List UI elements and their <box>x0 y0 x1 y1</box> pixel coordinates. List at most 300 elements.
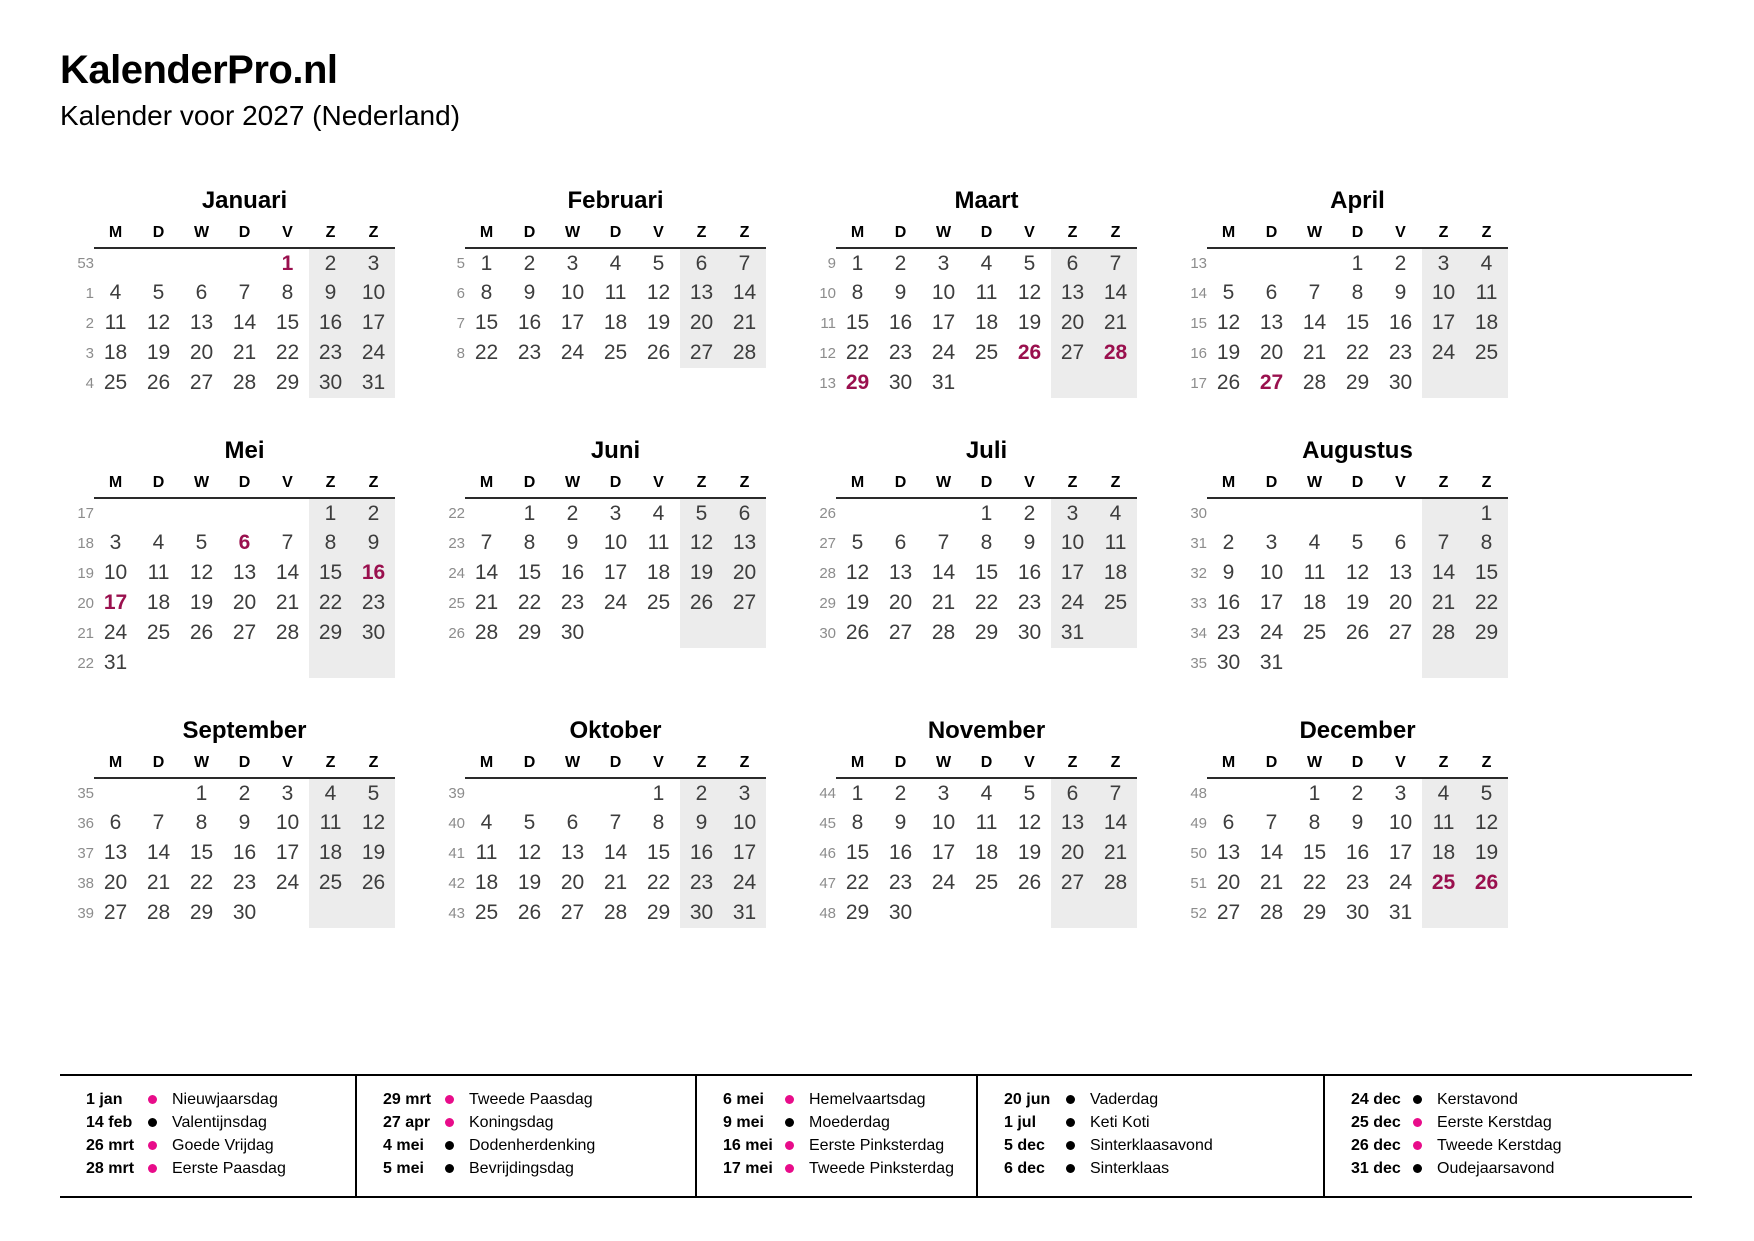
day-cell: 26 <box>146 371 171 394</box>
day-cell: 10 <box>560 281 585 304</box>
day-cell: 5 <box>352 778 395 808</box>
day-cell: 29 <box>309 618 352 648</box>
week-row <box>60 278 395 308</box>
week-number: 19 <box>77 564 94 582</box>
day-cell: 27 <box>888 621 913 644</box>
legend-item <box>1004 1088 1323 1111</box>
weekday-header: Z <box>309 220 352 248</box>
week-number: 13 <box>1190 254 1207 272</box>
day-cell: 15 <box>309 558 352 588</box>
day-cell <box>180 248 223 278</box>
weekday-header: M <box>465 220 508 248</box>
weekday-header-row <box>802 470 1137 498</box>
day-cell: 28 <box>232 371 257 394</box>
day-cell: 28 <box>275 621 300 644</box>
day-cell: 30 <box>1017 621 1042 644</box>
day-cell: 21 <box>146 871 171 894</box>
week-number-header <box>802 470 836 498</box>
day-cell <box>680 618 723 648</box>
day-cell: 22 <box>309 588 352 618</box>
weekday-header: Z <box>1051 750 1094 778</box>
day-cell: 11 <box>1094 528 1137 558</box>
legend-date: 26 dec <box>1351 1136 1401 1154</box>
day-cell: 1 <box>309 498 352 528</box>
day-cell: 24 <box>931 871 956 894</box>
day-cell: 27 <box>103 901 128 924</box>
day-cell: 9 <box>352 528 395 558</box>
day-cell: 17 <box>352 308 395 338</box>
day-cell: 6 <box>1222 811 1235 834</box>
week-number: 24 <box>448 564 465 582</box>
month-oktober <box>431 716 766 928</box>
legend-date: 16 mei <box>723 1136 773 1154</box>
month-december <box>1173 716 1508 928</box>
day-cell: 12 <box>680 528 723 558</box>
week-number-header <box>1173 470 1207 498</box>
weekday-header: W <box>922 470 965 498</box>
week-number: 49 <box>1190 814 1207 832</box>
week-row <box>1173 778 1508 808</box>
month-title: April <box>1330 187 1385 214</box>
month-grid <box>802 220 1137 398</box>
day-cell <box>1051 898 1094 928</box>
weekday-header: M <box>836 220 879 248</box>
week-number: 6 <box>456 284 465 302</box>
week-number: 30 <box>819 624 836 642</box>
day-cell: 29 <box>1465 618 1508 648</box>
month-grid <box>1173 220 1508 398</box>
day-cell: 29 <box>275 371 300 394</box>
week-row <box>1173 588 1508 618</box>
weekday-header: D <box>137 750 180 778</box>
day-cell: 14 <box>474 561 499 584</box>
day-cell: 12 <box>646 281 671 304</box>
legend-date: 25 dec <box>1351 1113 1401 1131</box>
legend-item <box>1004 1134 1323 1157</box>
day-cell: 15 <box>1465 558 1508 588</box>
day-cell: 14 <box>1422 558 1465 588</box>
week-number: 17 <box>1190 374 1207 392</box>
day-cell: 10 <box>723 808 766 838</box>
day-cell: 23 <box>517 341 542 364</box>
month-grid <box>60 470 395 678</box>
day-cell: 16 <box>232 841 257 864</box>
day-cell: 14 <box>1094 808 1137 838</box>
day-cell <box>1422 498 1465 528</box>
day-cell: 19 <box>845 591 870 614</box>
day-cell: 30 <box>309 368 352 398</box>
week-row <box>802 838 1137 868</box>
day-cell: 5 <box>1465 778 1508 808</box>
observance-dot-icon <box>1066 1164 1075 1173</box>
day-cell: 28 <box>1259 901 1284 924</box>
day-cell: 22 <box>845 341 870 364</box>
day-cell: 7 <box>937 531 950 554</box>
official-holiday-dot-icon <box>148 1141 157 1150</box>
day-cell <box>1336 498 1379 528</box>
week-row <box>1173 838 1508 868</box>
day-cell <box>1293 648 1336 678</box>
official-holiday-dot-icon <box>148 1095 157 1104</box>
week-row <box>60 368 395 398</box>
day-cell: 13 <box>1051 278 1094 308</box>
day-cell <box>1094 368 1137 398</box>
holiday-day-cell: 25 <box>1422 868 1465 898</box>
holiday-day-cell: 26 <box>1017 341 1042 364</box>
week-number: 39 <box>77 904 94 922</box>
day-cell: 3 <box>937 781 950 805</box>
day-cell: 31 <box>931 371 956 394</box>
day-cell: 5 <box>851 531 864 554</box>
day-cell <box>1008 898 1051 928</box>
observance-dot-icon <box>1066 1095 1075 1104</box>
week-row <box>431 308 766 338</box>
legend-label: Eerste Paasdag <box>172 1159 286 1177</box>
day-cell: 13 <box>888 561 913 584</box>
day-cell: 12 <box>146 311 171 334</box>
day-cell: 14 <box>1094 278 1137 308</box>
day-cell: 9 <box>1222 561 1235 584</box>
day-cell: 4 <box>980 781 993 805</box>
day-cell: 17 <box>603 561 628 584</box>
day-cell: 21 <box>931 591 956 614</box>
week-number: 16 <box>1190 344 1207 362</box>
day-cell: 2 <box>309 248 352 278</box>
day-cell <box>137 498 180 528</box>
week-number: 22 <box>448 504 465 522</box>
day-cell <box>180 648 223 678</box>
day-cell: 14 <box>603 841 628 864</box>
week-number: 26 <box>448 624 465 642</box>
day-cell: 4 <box>652 501 665 525</box>
week-row <box>802 808 1137 838</box>
day-cell: 18 <box>474 871 499 894</box>
week-number: 25 <box>448 594 465 612</box>
day-cell: 10 <box>1388 811 1413 834</box>
day-cell: 14 <box>146 841 171 864</box>
day-cell: 17 <box>275 841 300 864</box>
day-cell: 14 <box>723 278 766 308</box>
day-cell: 3 <box>1422 248 1465 278</box>
day-cell: 26 <box>845 621 870 644</box>
weekday-header: D <box>879 750 922 778</box>
week-row <box>1173 648 1508 678</box>
legend-label: Sinterklaas <box>1090 1159 1170 1177</box>
day-cell: 22 <box>845 871 870 894</box>
day-cell: 4 <box>109 281 122 304</box>
day-cell: 10 <box>931 811 956 834</box>
weekday-header: Z <box>723 470 766 498</box>
week-number: 31 <box>1190 534 1207 552</box>
week-number: 33 <box>1190 594 1207 612</box>
week-number: 14 <box>1190 284 1207 302</box>
week-row <box>431 778 766 808</box>
day-cell <box>922 498 965 528</box>
day-cell: 24 <box>560 341 585 364</box>
day-cell: 2 <box>680 778 723 808</box>
day-cell: 5 <box>680 498 723 528</box>
observance-dot-icon <box>445 1164 454 1173</box>
day-cell: 6 <box>195 281 208 304</box>
day-cell: 19 <box>680 558 723 588</box>
day-cell: 25 <box>146 621 171 644</box>
weekday-header: V <box>266 220 309 248</box>
weekday-header-row <box>802 220 1137 248</box>
day-cell: 26 <box>517 901 542 924</box>
day-cell <box>180 498 223 528</box>
day-cell: 11 <box>975 811 998 834</box>
day-cell: 13 <box>1388 561 1413 584</box>
day-cell: 17 <box>1388 841 1413 864</box>
day-cell: 12 <box>189 561 214 584</box>
month-grid <box>431 750 766 928</box>
weekday-header: D <box>1250 220 1293 248</box>
legend-label: Eerste Kerstdag <box>1437 1113 1552 1131</box>
week-row <box>802 248 1137 278</box>
day-cell: 5 <box>1023 781 1036 805</box>
day-cell: 5 <box>1222 281 1235 304</box>
day-cell <box>137 248 180 278</box>
day-cell: 2 <box>238 781 251 805</box>
day-cell <box>1250 248 1293 278</box>
legend-date: 9 mei <box>723 1113 764 1131</box>
day-cell: 3 <box>1265 531 1278 554</box>
day-cell: 2 <box>1394 251 1407 275</box>
day-cell: 9 <box>1394 281 1407 304</box>
day-cell: 30 <box>888 901 913 924</box>
day-cell <box>1293 498 1336 528</box>
day-cell: 5 <box>195 531 208 554</box>
day-cell: 30 <box>1345 901 1370 924</box>
day-cell: 27 <box>1051 868 1094 898</box>
legend-label: Vaderdag <box>1090 1090 1159 1108</box>
day-cell: 19 <box>352 838 395 868</box>
day-cell: 15 <box>646 841 671 864</box>
weekday-header: Z <box>1465 220 1508 248</box>
week-row <box>1173 498 1508 528</box>
day-cell: 17 <box>1422 308 1465 338</box>
legend-label: Valentijnsdag <box>172 1113 267 1131</box>
day-cell: 1 <box>1308 781 1321 805</box>
day-cell: 4 <box>1422 778 1465 808</box>
day-cell: 29 <box>646 901 671 924</box>
day-cell: 23 <box>1388 341 1413 364</box>
day-cell: 9 <box>1023 531 1036 554</box>
week-row <box>60 588 395 618</box>
weekday-header: Z <box>1422 220 1465 248</box>
day-cell: 30 <box>1388 371 1413 394</box>
day-cell: 2 <box>1023 501 1036 525</box>
day-cell: 13 <box>723 528 766 558</box>
day-cell: 25 <box>103 371 128 394</box>
day-cell: 10 <box>1051 528 1094 558</box>
weekday-header: Z <box>680 220 723 248</box>
day-cell: 31 <box>1388 901 1413 924</box>
weekday-header: D <box>879 220 922 248</box>
week-number: 39 <box>448 784 465 802</box>
day-cell: 9 <box>523 281 536 304</box>
weekday-header: Z <box>1422 470 1465 498</box>
day-cell: 8 <box>1308 811 1321 834</box>
day-cell: 26 <box>1017 871 1042 894</box>
day-cell: 22 <box>275 341 300 364</box>
day-cell: 29 <box>1345 371 1370 394</box>
day-cell <box>1422 648 1465 678</box>
day-cell: 12 <box>1017 281 1042 304</box>
week-row <box>431 248 766 278</box>
day-cell <box>94 248 137 278</box>
weekday-header: D <box>1336 470 1379 498</box>
day-cell: 4 <box>309 778 352 808</box>
weekday-header: M <box>465 470 508 498</box>
day-cell: 20 <box>1216 871 1241 894</box>
day-cell: 8 <box>652 811 665 834</box>
day-cell: 21 <box>603 871 628 894</box>
day-cell: 4 <box>1094 498 1137 528</box>
legend-item <box>86 1157 355 1180</box>
month-title: November <box>927 717 1046 744</box>
weekday-header: D <box>223 220 266 248</box>
week-number: 11 <box>820 314 836 332</box>
day-cell: 3 <box>566 251 579 275</box>
day-cell: 18 <box>1094 558 1137 588</box>
day-cell <box>965 898 1008 928</box>
day-cell: 13 <box>1259 311 1284 334</box>
day-cell <box>1207 778 1250 808</box>
week-number: 21 <box>77 624 94 642</box>
day-cell: 19 <box>517 871 542 894</box>
day-cell: 19 <box>1345 591 1370 614</box>
day-cell <box>352 648 395 678</box>
weekday-header: Z <box>1051 470 1094 498</box>
day-cell: 6 <box>1051 248 1094 278</box>
month-grid <box>1173 750 1508 928</box>
day-cell: 25 <box>309 868 352 898</box>
day-cell: 20 <box>1259 341 1284 364</box>
day-cell: 20 <box>232 591 257 614</box>
week-number: 15 <box>1190 314 1207 332</box>
weekday-header: W <box>551 470 594 498</box>
day-cell: 23 <box>309 338 352 368</box>
month-title: Januari <box>201 187 288 214</box>
legend-date: 14 feb <box>86 1113 133 1131</box>
day-cell: 14 <box>1302 311 1327 334</box>
day-cell: 8 <box>851 811 864 834</box>
day-cell <box>879 498 922 528</box>
month-juni <box>431 436 766 648</box>
week-number: 38 <box>77 874 94 892</box>
observance-dot-icon <box>785 1118 794 1127</box>
day-cell: 19 <box>1216 341 1241 364</box>
legend-date: 20 jun <box>1004 1090 1051 1108</box>
day-cell: 28 <box>1422 618 1465 648</box>
day-cell <box>309 648 352 678</box>
day-cell: 21 <box>275 591 300 614</box>
day-cell <box>723 618 766 648</box>
day-cell: 4 <box>609 251 622 275</box>
weekday-header: W <box>180 470 223 498</box>
week-row <box>60 648 395 678</box>
day-cell: 23 <box>888 871 913 894</box>
day-cell: 17 <box>1259 591 1284 614</box>
week-row <box>802 368 1137 398</box>
day-cell: 5 <box>152 281 165 304</box>
weekday-header: Z <box>352 470 395 498</box>
day-cell: 12 <box>1017 811 1042 834</box>
week-row <box>802 588 1137 618</box>
day-cell: 21 <box>232 341 257 364</box>
day-cell: 17 <box>1051 558 1094 588</box>
day-cell: 28 <box>1094 868 1137 898</box>
legend-item <box>1351 1088 1690 1111</box>
day-cell <box>1094 898 1137 928</box>
day-cell: 4 <box>980 251 993 275</box>
week-number-header <box>60 220 94 248</box>
week-number: 44 <box>819 784 836 802</box>
day-cell: 19 <box>1017 311 1042 334</box>
day-cell <box>836 498 879 528</box>
month-title: December <box>1299 717 1416 744</box>
day-cell: 8 <box>1351 281 1364 304</box>
day-cell: 27 <box>1051 338 1094 368</box>
day-cell: 11 <box>147 561 170 584</box>
day-cell: 15 <box>845 841 870 864</box>
week-row <box>431 618 766 648</box>
day-cell: 15 <box>1302 841 1327 864</box>
legend-item <box>723 1088 976 1111</box>
legend-label: Hemelvaartsdag <box>809 1090 926 1108</box>
week-row <box>802 528 1137 558</box>
day-cell: 15 <box>189 841 214 864</box>
day-cell: 31 <box>1051 618 1094 648</box>
week-number: 7 <box>456 314 465 332</box>
week-number: 35 <box>77 784 94 802</box>
day-cell <box>137 648 180 678</box>
day-cell: 19 <box>646 311 671 334</box>
legend-item <box>383 1111 695 1134</box>
week-number: 43 <box>448 904 465 922</box>
official-holiday-dot-icon <box>148 1164 157 1173</box>
day-cell: 24 <box>275 871 300 894</box>
week-row <box>431 498 766 528</box>
day-cell: 29 <box>845 901 870 924</box>
weekday-header: D <box>965 750 1008 778</box>
day-cell: 6 <box>1394 531 1407 554</box>
day-cell: 1 <box>652 781 665 805</box>
day-cell: 14 <box>275 561 300 584</box>
day-cell <box>223 648 266 678</box>
day-cell: 30 <box>560 621 585 644</box>
week-number: 35 <box>1190 654 1207 672</box>
day-cell: 2 <box>352 498 395 528</box>
month-grid <box>431 470 766 648</box>
weekday-header: D <box>1336 750 1379 778</box>
weekday-header: V <box>266 470 309 498</box>
day-cell: 4 <box>1465 248 1508 278</box>
weekday-header: Z <box>1465 750 1508 778</box>
day-cell: 28 <box>474 621 499 644</box>
holiday-day-cell: 29 <box>845 371 870 394</box>
weekday-header: D <box>137 470 180 498</box>
week-row <box>1173 868 1508 898</box>
holiday-day-cell: 1 <box>281 251 294 275</box>
week-row <box>1173 338 1508 368</box>
weekday-header-row <box>60 470 395 498</box>
day-cell: 16 <box>1345 841 1370 864</box>
weekday-header: D <box>1336 220 1379 248</box>
day-cell: 23 <box>1017 591 1042 614</box>
day-cell: 15 <box>974 561 999 584</box>
